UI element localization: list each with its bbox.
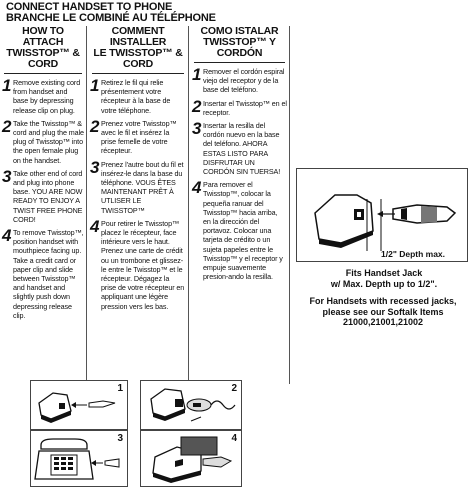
step-text: Pour retirer le Twisstop™ placez le récepteur, face intérieure vers le haut. Prenez une carte de crédit ou un trombone et glissez-le entre le Twisstop™ et le récepteur. Dégagez la prise de votre récepteur en appliquant une légère pression vers les bas. xyxy=(101,218,185,311)
step-item xyxy=(2,228,84,320)
step-number: 1 xyxy=(2,76,12,95)
step-text: Remover el cordón espiral viejo del receptor y de la base del teléfono. xyxy=(203,67,285,95)
panel-number: 1 xyxy=(117,383,123,394)
column-divider xyxy=(289,26,290,384)
instructions-spanish xyxy=(192,26,287,391)
step-text: Take other end of cord and plug into phone base. YOU ARE NOW READY TO ENJOY A TWIST FREE PHONE CORD! xyxy=(13,168,83,224)
step-text: Insertar la resilla del cordón nuevo en la base del teléfono. AHORA ESTAS LISTO PARA DISFRUTAR UN CORDÓN SIN TUERSA! xyxy=(203,121,281,177)
card-release-icon xyxy=(141,431,241,486)
recessed-jack-note: For Handsets with recessed jacks, please see our Softalk Items 21000,21001,21002 xyxy=(309,296,457,327)
step-text: Retirez le fil qui relie présentement votre récepteur à la base de votre téléphone. xyxy=(101,78,171,115)
page-header xyxy=(6,2,216,24)
illustration-panel-1 xyxy=(30,380,128,430)
depth-label: 1/2" Depth max. xyxy=(381,249,446,259)
step-number: 4 xyxy=(2,226,12,246)
phone-base-icon xyxy=(31,431,127,486)
column-divider xyxy=(86,26,87,384)
step-text: Para remover el Twisstop™, colocar la pequeña ranuar del Twisstop™ hacia arriba, en la dirección del portavoz. Colocar una tarjeta de crédito o un sujeta papeles entre le Twisstop™ y el receptor y empuje suavemente presion-ando la resilla. xyxy=(203,180,283,282)
step-number: 1 xyxy=(192,65,202,84)
step-number: 2 xyxy=(2,116,12,136)
step-text: Take the Twisstop™ & cord and plug the male plug of Twisstop™ into the open female plug on the handset. xyxy=(13,118,84,165)
depth-diagram xyxy=(296,168,468,262)
step-item xyxy=(90,116,186,156)
step-item xyxy=(90,78,186,115)
step-text: Prenez votre Twisstop™ avec le fil et insérez la prise femelle de votre récepteur. xyxy=(101,118,177,156)
handset-unplug-icon xyxy=(31,381,127,429)
title-rule xyxy=(194,62,285,63)
illustration-panel-3 xyxy=(30,430,128,487)
fits-text: Fits Handset Jack w/ Max. Depth up to 1/2". xyxy=(330,268,438,289)
step-number: 4 xyxy=(90,216,100,236)
step-item xyxy=(192,121,287,176)
step-item xyxy=(192,180,287,281)
step-text: To remove Twisstop™, position handset with mouthpiece facing up. Take a credit card or paper clip and slide between Twisstop™ and handset and slightly push down depressing release clip. xyxy=(13,228,84,320)
illustration-panel-2 xyxy=(140,380,242,430)
step-item xyxy=(192,96,287,117)
step-number: 3 xyxy=(2,166,12,186)
step-text: Prenez l'autre bout du fil et insérez-le dans la base du téléphone. VOUS ÊTES MAINTENANT PRÊT À UTLISER LE TWISSTOP™ xyxy=(101,159,184,215)
title-rule xyxy=(92,73,184,74)
column-divider xyxy=(188,26,189,384)
step-number: 3 xyxy=(90,157,100,177)
column-title: COMO ISTALAR TWISSTOP™ Y CORDÓN xyxy=(200,25,279,59)
step-item xyxy=(192,67,287,95)
step-text: Remove existing cord from handset and base by depressing release clip on plug. xyxy=(13,78,81,115)
panel-number: 2 xyxy=(231,383,237,394)
column-title: COMMENT INSTALLER LE TWISSTOP™ & CORD xyxy=(93,25,183,70)
step-item xyxy=(90,216,186,311)
step-number: 4 xyxy=(192,178,202,198)
step-text: Insertar el Twisstop™ en el receptor. xyxy=(203,98,287,117)
step-item xyxy=(2,78,84,115)
step-item xyxy=(2,166,84,224)
header-line-2: BRANCHE LE COMBINÉ AU TÉLÉPHONE xyxy=(6,12,216,24)
instructions-french xyxy=(90,26,186,391)
twisstop-plug-icon xyxy=(141,381,241,429)
step-item xyxy=(2,116,84,165)
handset-jack-illustration xyxy=(297,169,467,261)
panel-number: 4 xyxy=(231,433,237,444)
step-number: 1 xyxy=(90,76,100,95)
step-number: 2 xyxy=(90,116,100,136)
step-number: 3 xyxy=(192,119,202,139)
title-rule xyxy=(4,73,82,74)
instructions-english xyxy=(2,26,84,391)
header-line-1: CONNECT HANDSET TO PHONE xyxy=(6,1,173,13)
column-title: HOW TO ATTACH TWISSTOP™ & CORD xyxy=(6,25,80,70)
step-number: 2 xyxy=(192,96,202,116)
panel-number: 3 xyxy=(117,433,123,444)
step-item xyxy=(90,157,186,215)
illustration-panel-4 xyxy=(140,430,242,487)
